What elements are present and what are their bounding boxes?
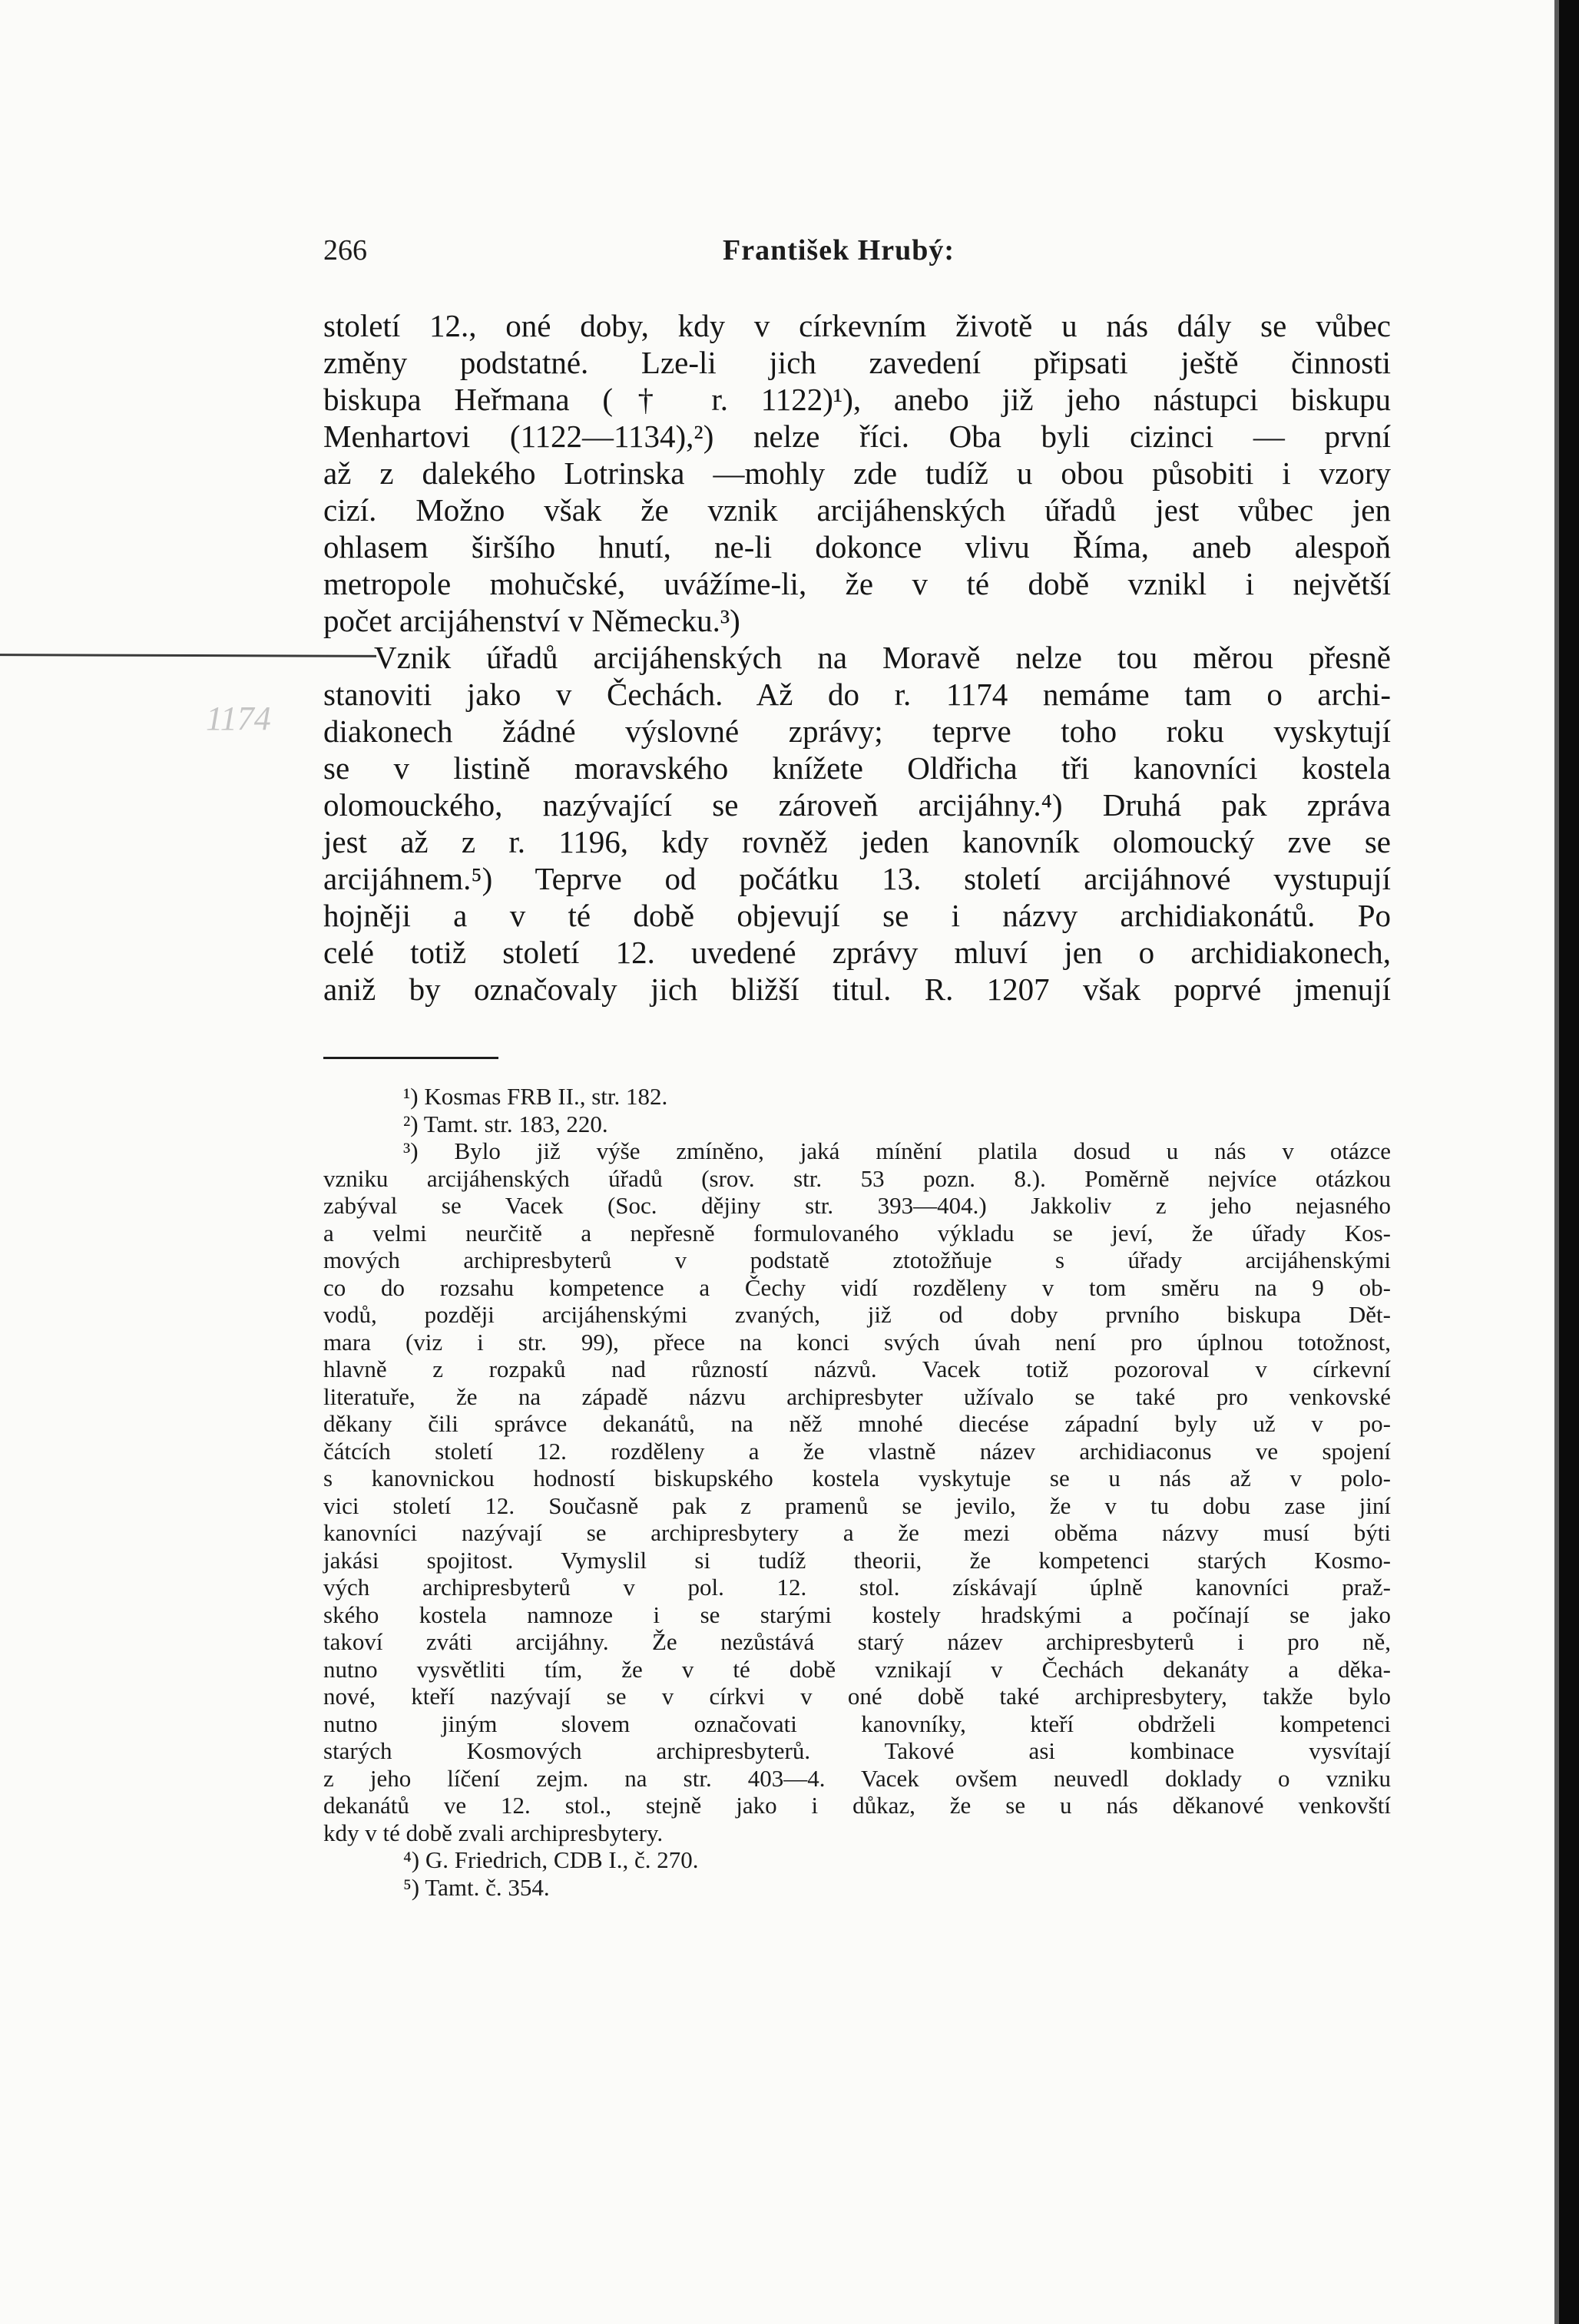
footnote-line: jakási spojitost. Vymyslil si tudíž theorii, že kompetenci starých Kosmo- [323, 1546, 1391, 1574]
scan-border-shadow [1554, 0, 1559, 2324]
footnote-5: ⁵) Tamt. č. 354. [403, 1873, 550, 1901]
footnote-line: z jeho líčení zejm. na str. 403—4. Vacek ovšem neuvedl doklady o vzniku [323, 1764, 1391, 1792]
footnote-line: vých archipresbyterů v pol. 12. stol. získávají úplně kanovníci praž- [323, 1574, 1391, 1601]
text-line: Vznik úřadů arcijáhenských na Moravě nelze tou měrou přesně [374, 640, 1391, 675]
footnote-line: čátcích století 12. rozděleny a že vlastně název archidiaconus ve spojení [323, 1437, 1391, 1465]
text-line: stanoviti jako v Čechách. Až do r. 1174 nemáme tam o archi- [323, 677, 1391, 712]
footnote-line: s kanovnickou hodností biskupského kostela vyskytuje se u nás až v polo- [323, 1465, 1391, 1491]
text-line: se v listině moravského knížete Oldřicha tři kanovníci kostela [323, 750, 1391, 786]
text-line: biskupa Heřmana († r. 1122)¹), anebo již jeho nástupci biskupu [323, 382, 1391, 417]
running-head: František Hrubý: [723, 234, 955, 266]
text-line: jest až z r. 1196, kdy rovněž jeden kanovník olomoucký zve se [323, 824, 1391, 859]
text-line: olomouckého, nazývající se zároveň arcijáhny.⁴) Druhá pak zpráva [323, 787, 1391, 823]
footnote-2: ²) Tamt. str. 183, 220. [403, 1110, 608, 1137]
text-line: století 12., oné doby, kdy v církevním životě u nás dály se vůbec [323, 308, 1391, 343]
text-line: počet arcijáhenství v Německu.³) [323, 603, 740, 638]
margin-pencil-line [0, 654, 376, 657]
footnote-line: děkany čili správce dekanátů, na něž mnohé diecése západní byly už v po- [323, 1410, 1391, 1437]
text-line: až z dalekého Lotrinska —mohly zde tudíž u obou působiti i vzory [323, 455, 1391, 491]
footnote-line: takoví zváti arcijáhny. Že nezůstává starý název archipresbyterů i pro ně, [323, 1628, 1391, 1655]
footnote-4: ⁴) G. Friedrich, CDB I., č. 270. [403, 1846, 699, 1873]
footnote-line: a velmi neurčitě a nepřesně formulovaného výkladu se jeví, že úřady Kos- [323, 1219, 1391, 1246]
text-line: arcijáhnem.⁵) Teprve od počátku 13. století arcijáhnové vystupují [323, 861, 1391, 896]
footnote-line: ského kostela namnoze i se starými kostely hradskými a počínají se jako [323, 1601, 1391, 1628]
footnote-line: nutno vysvětliti tím, že v té době vznikají v Čechách dekanáty a děka- [323, 1655, 1391, 1683]
text-line: aniž by označovaly jich bližší titul. R. 1207 však poprvé jmenují [323, 972, 1391, 1007]
footnote-separator [323, 1057, 498, 1059]
footnote-line: starých Kosmových archipresbyterů. Takové asi kombinace vysvítají [323, 1737, 1391, 1764]
page-number: 266 [323, 234, 367, 266]
margin-note: 1174 [206, 700, 271, 737]
footnote-line: vodů, později arcijáhenskými zvaných, již od doby prvního biskupa Dět- [323, 1301, 1391, 1328]
text-line: metropole mohučské, uvážíme-li, že v té době vznikl i největší [323, 566, 1391, 601]
footnote-3: ³) Bylo již výše zmíněno, jaká mínění platila dosud u nás v otázce [403, 1137, 1391, 1164]
footnote-line: nové, kteří nazývají se v církvi v oné době také archipresbytery, takže bylo [323, 1683, 1391, 1710]
footnote-1: ¹) Kosmas FRB II., str. 182. [403, 1083, 668, 1110]
footnote-line: hlavně z rozpaků nad růzností názvů. Vacek totiž pozoroval v církevní [323, 1356, 1391, 1382]
main-text [323, 307, 1391, 1008]
text-line: celé totiž století 12. uvedené zprávy mluví jen o archidiakonech, [323, 935, 1391, 970]
text-line: Menhartovi (1122—1134),²) nelze říci. Oba byli cizinci — první [323, 419, 1391, 454]
text-line: změny podstatné. Lze-li jich zavedení připsati ještě činnosti [323, 345, 1391, 380]
footnote-line: vici století 12. Současně pak z pramenů se jevilo, že v tu dobu zase jiní [323, 1491, 1391, 1519]
footnotes [323, 1083, 1391, 1901]
footnote-line: kanovníci nazývají se archipresbytery a že mezi oběma názvy musí býti [323, 1519, 1391, 1546]
footnote-line: mových archipresbyterů v podstatě ztotožňuje s úřady arcijáhenskými [323, 1246, 1391, 1273]
footnote-line: kdy v té době zvali archipresbytery. [323, 1819, 664, 1846]
footnote-line: co do rozsahu kompetence a Čechy vidí rozděleny v tom směru na 9 ob- [323, 1273, 1391, 1301]
page-header [323, 233, 1391, 280]
text-line: hojněji a v té době objevují se i názvy archidiakonátů. Po [323, 898, 1391, 933]
footnote-line: vzniku arcijáhenských úřadů (srov. str. 53 pozn. 8.). Poměrně nejvíce otázkou [323, 1164, 1391, 1192]
footnote-line: mara (viz i str. 99), přece na konci svých úvah není pro úplnou totožnost, [323, 1328, 1391, 1356]
text-line: cizí. Možno však že vznik arcijáhenských úřadů jest vůbec jen [323, 492, 1391, 528]
text-line: ohlasem širšího hnutí, ne-li dokonce vlivu Říma, aneb alespoň [323, 529, 1391, 564]
footnote-line: nutno jiným slovem označovati kanovníky, kteří obdrželi kompetenci [323, 1710, 1391, 1737]
text-line: diakonech žádné výslovné zprávy; teprve toho roku vyskytují [323, 713, 1391, 749]
footnote-line: literatuře, že na západě názvu archipresbyter užívalo se také pro venkovské [323, 1382, 1391, 1410]
footnote-line: dekanátů ve 12. stol., stejně jako i důkaz, že se u nás děkanové venkovští [323, 1792, 1391, 1819]
footnote-line: zabýval se Vacek (Soc. dějiny str. 393—404.) Jakkoliv z jeho nejasného [323, 1192, 1391, 1219]
